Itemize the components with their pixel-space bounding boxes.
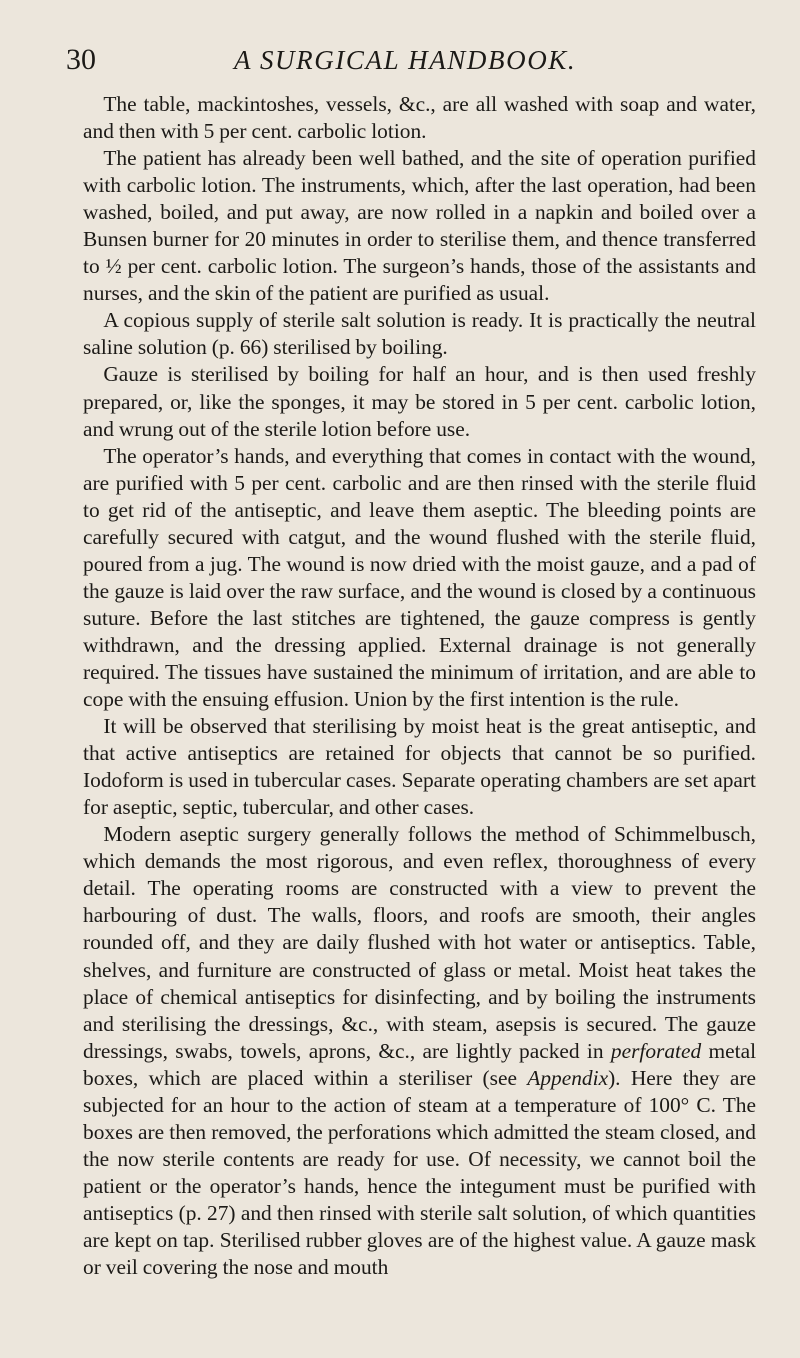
paragraph-7-part-b: metal boxes, which are placed within a steriliser (see [83, 1038, 757, 1090]
paragraph-6: It will be observed that sterilising by moist heat is the great antiseptic, and that active antiseptics are retained for objects that cannot be so purified. Iodoform is used in tubercular cases. Separate operating chambers are set apart for aseptic, septic, tubercular, and other cases. [83, 714, 756, 820]
paragraph-2: The patient has already been well bathed, and the site of operation purified with carbolic lotion. The instruments, which, after the last operation, had been washed, boiled, and put away, are now rolled in a napkin and boiled over a Bunsen burner for 20 minutes in order to sterilise them, and thence transferred to ½ per cent. carbolic lotion. The surgeon’s hands, those of the assistants and nurses, and the skin of the patient are purified as usual. [83, 146, 756, 306]
paragraph-5: The operator’s hands, and everything that comes in contact with the wound, are purified with 5 per cent. carbolic and are then rinsed with the sterile fluid to get rid of the antiseptic, and leave them aseptic. The bleeding points are carefully secured with catgut, and the wound flushed with the sterile fluid, poured from a jug. The wound is now dried with the moist gauze, and a pad of the gauze is laid over the raw surface, and the wound is closed by a continuous suture. Before the last stitches are tightened, the gauze compress is gently withdrawn, and the dressing applied. External drainage is not generally required. The tissues have sustained the minimum of irritation, and are able to cope with the ensuing effusion. Union by the first intention is the rule. [83, 443, 756, 712]
paragraph-3: A copious supply of sterile salt solution is ready. It is practically the neutral saline solution (p. 66) sterilised by boiling. [83, 308, 756, 360]
italic-perforated: perforated [610, 1038, 702, 1063]
paragraph-7 [83, 821, 756, 1281]
paragraph-4: Gauze is sterilised by boiling for half an hour, and is then used freshly prepared, or, like the sponges, it may be stored in 5 per cent. carbolic lotion, and wrung out of the sterile lotion before use. [83, 362, 756, 441]
paragraph-7-part-a: Modern aseptic surgery generally follows the method of Schimmelbusch, which demands the most rigorous, and even reflex, thoroughness of every detail. The operating rooms are constructed with a view to prevent the harbouring of dust. The walls, floors, and roofs are smooth, their angles rounded off, and they are daily flushed with hot water or antiseptics. Table, shelves, and furniture are constructed of glass or metal. Moist heat takes the place of chemical antiseptics for disinfecting, and by boiling the instruments and sterilising the dressings, &c., with steam, asepsis is secured. The gauze dressings, swabs, towels, aprons, &c., are lightly packed in [83, 822, 756, 1063]
running-title: A SURGICAL HANDBOOK. [234, 45, 577, 75]
page-header [66, 40, 756, 80]
body-text [83, 91, 756, 1281]
paragraph-7-part-c: ). Here they are subjected for an hour to the action of steam at a temperature of 100° C. The boxes are then removed, the perforations which admitted the steam closed, and the now sterile contents are ready for use. Of necessity, we cannot boil the patient or the operator’s hands, hence the integument must be purified with antiseptics (p. 27) and then rinsed with sterile salt solution, of which quantities are kept on tap. Sterilised rubber gloves are of the highest value. A gauze mask or veil covering the nose and mouth [83, 1065, 756, 1280]
page-number: 30 [66, 43, 96, 76]
italic-appendix: Appendix [527, 1065, 609, 1090]
paragraph-1: The table, mackintoshes, vessels, &c., are all washed with soap and water, and then with 5 per cent. carbolic lotion. [83, 92, 756, 144]
